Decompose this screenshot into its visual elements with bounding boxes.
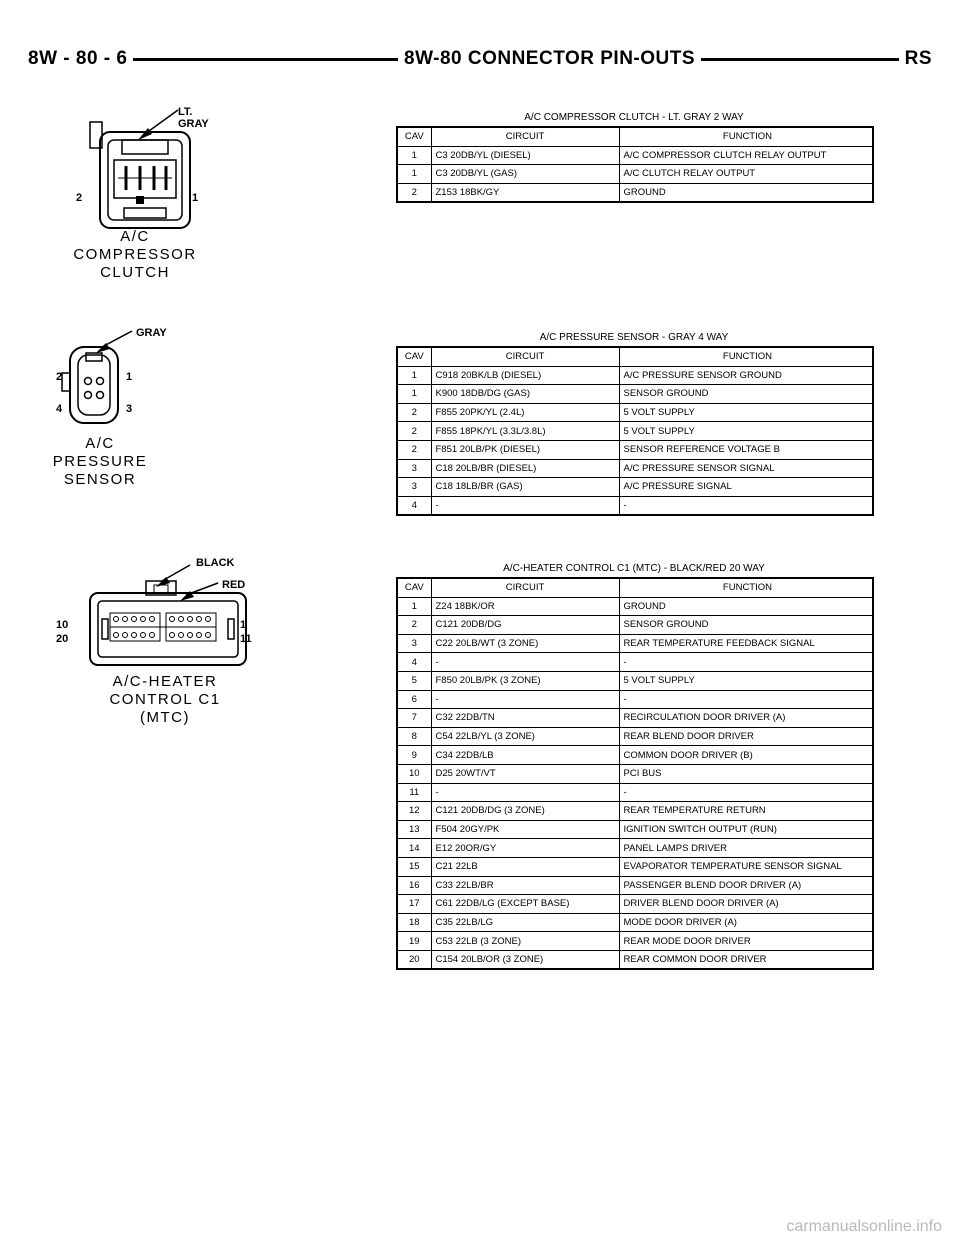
cav-cell: 2 [397, 440, 431, 459]
function-cell: PANEL LAMPS DRIVER [619, 839, 873, 858]
heater-control-pin-label: 20 [56, 633, 69, 645]
heater-control-color-label-black: BLACK [196, 557, 235, 569]
compressor-clutch-color-label: LT. GRAY [178, 106, 209, 130]
cav-cell: 2 [397, 422, 431, 441]
table-row [397, 820, 873, 839]
page-number: 8W - 80 - 6 [28, 44, 133, 74]
function-cell: A/C COMPRESSOR CLUTCH RELAY OUTPUT [619, 146, 873, 165]
cav-cell: 1 [397, 165, 431, 184]
circuit-cell: C22 20LB/WT (3 ZONE) [431, 634, 619, 653]
table-row [397, 895, 873, 914]
pressure-sensor-connector-icon [50, 325, 180, 435]
connector-table-compressor-clutch [396, 110, 872, 203]
pinout-table [396, 126, 874, 203]
cav-cell: 14 [397, 839, 431, 858]
cav-cell: 2 [397, 403, 431, 422]
circuit-cell: - [431, 653, 619, 672]
function-cell: A/C PRESSURE SIGNAL [619, 478, 873, 497]
table-row [397, 913, 873, 932]
cav-cell: 4 [397, 496, 431, 515]
cav-cell: 18 [397, 913, 431, 932]
table-header-row [397, 578, 873, 597]
function-cell: - [619, 783, 873, 802]
circuit-cell: - [431, 690, 619, 709]
circuit-cell: C21 22LB [431, 857, 619, 876]
function-cell: REAR COMMON DOOR DRIVER [619, 950, 873, 969]
cav-cell: 1 [397, 366, 431, 385]
col-header-circuit: CIRCUIT [431, 578, 619, 597]
heater-control-connector-icon [50, 555, 260, 670]
circuit-cell: - [431, 783, 619, 802]
cav-cell: 20 [397, 950, 431, 969]
function-cell: REAR TEMPERATURE RETURN [619, 802, 873, 821]
pressure-sensor-pin-label: 4 [56, 403, 63, 415]
cav-cell: 15 [397, 857, 431, 876]
page-title: 8W-80 CONNECTOR PIN-OUTS [398, 44, 701, 74]
table-row [397, 403, 873, 422]
table-header-row [397, 347, 873, 366]
section-code: RS [899, 44, 932, 74]
table-row [397, 932, 873, 951]
cav-cell: 12 [397, 802, 431, 821]
circuit-cell: - [431, 496, 619, 515]
pressure-sensor-pin-label: 3 [126, 403, 133, 415]
function-cell: 5 VOLT SUPPLY [619, 403, 873, 422]
table-row [397, 478, 873, 497]
cav-cell: 3 [397, 459, 431, 478]
cav-cell: 17 [397, 895, 431, 914]
table-row [397, 671, 873, 690]
cav-cell: 16 [397, 876, 431, 895]
function-cell: EVAPORATOR TEMPERATURE SENSOR SIGNAL [619, 857, 873, 876]
heater-control-color-label-red: RED [222, 579, 246, 591]
heater-control-pin-label: 10 [56, 619, 69, 631]
cav-cell: 2 [397, 616, 431, 635]
connector-table-heater-control [396, 561, 872, 970]
table-row [397, 746, 873, 765]
circuit-cell: C918 20BK/LB (DIESEL) [431, 366, 619, 385]
col-header-cav: CAV [397, 127, 431, 146]
function-cell: A/C PRESSURE SENSOR GROUND [619, 366, 873, 385]
table-row [397, 857, 873, 876]
cav-cell: 3 [397, 634, 431, 653]
cav-cell: 4 [397, 653, 431, 672]
cav-cell: 3 [397, 478, 431, 497]
heater-control-label: A/C-HEATER CONTROL C1 (MTC) [109, 673, 221, 726]
connector-table-pressure-sensor [396, 330, 872, 516]
table-row [397, 950, 873, 969]
table-row [397, 690, 873, 709]
circuit-cell: Z153 18BK/GY [431, 183, 619, 202]
function-cell: PASSENGER BLEND DOOR DRIVER (A) [619, 876, 873, 895]
cav-cell: 1 [397, 385, 431, 404]
compressor-clutch-pin-label: 1 [192, 192, 199, 204]
circuit-cell: K900 18DB/DG (GAS) [431, 385, 619, 404]
circuit-cell: F504 20GY/PK [431, 820, 619, 839]
function-cell: REAR BLEND DOOR DRIVER [619, 727, 873, 746]
table-row [397, 783, 873, 802]
cav-cell: 9 [397, 746, 431, 765]
circuit-cell: F855 18PK/YL (3.3L/3.8L) [431, 422, 619, 441]
table-row [397, 440, 873, 459]
table-row [397, 876, 873, 895]
circuit-cell: F851 20LB/PK (DIESEL) [431, 440, 619, 459]
table-row [397, 165, 873, 184]
function-cell: COMMON DOOR DRIVER (B) [619, 746, 873, 765]
circuit-cell: C32 22DB/TN [431, 709, 619, 728]
circuit-cell: C61 22DB/LG (EXCEPT BASE) [431, 895, 619, 914]
cav-cell: 1 [397, 146, 431, 165]
table-row [397, 802, 873, 821]
circuit-cell: C33 22LB/BR [431, 876, 619, 895]
function-cell: GROUND [619, 183, 873, 202]
cav-cell: 11 [397, 783, 431, 802]
circuit-cell: F855 20PK/YL (2.4L) [431, 403, 619, 422]
circuit-cell: C53 22LB (3 ZONE) [431, 932, 619, 951]
function-cell: SENSOR GROUND [619, 616, 873, 635]
function-cell: DRIVER BLEND DOOR DRIVER (A) [619, 895, 873, 914]
table-header-row [397, 127, 873, 146]
function-cell: PCI BUS [619, 764, 873, 783]
col-header-function: FUNCTION [619, 578, 873, 597]
table-row [397, 653, 873, 672]
circuit-cell: C3 20DB/YL (DIESEL) [431, 146, 619, 165]
heater-control-diagram [50, 555, 260, 735]
table-row [397, 634, 873, 653]
cav-cell: 1 [397, 597, 431, 616]
function-cell: A/C CLUTCH RELAY OUTPUT [619, 165, 873, 184]
connector-title: A/C PRESSURE SENSOR - GRAY 4 WAY [539, 332, 729, 343]
function-cell: 5 VOLT SUPPLY [619, 422, 873, 441]
page-header [28, 44, 932, 74]
function-cell: SENSOR REFERENCE VOLTAGE B [619, 440, 873, 459]
function-cell: GROUND [619, 597, 873, 616]
table-row [397, 366, 873, 385]
function-cell: REAR MODE DOOR DRIVER [619, 932, 873, 951]
circuit-cell: F850 20LB/PK (3 ZONE) [431, 671, 619, 690]
cav-cell: 10 [397, 764, 431, 783]
function-cell: - [619, 690, 873, 709]
circuit-cell: C121 20DB/DG [431, 616, 619, 635]
circuit-cell: D25 20WT/VT [431, 764, 619, 783]
circuit-cell: C34 22DB/LB [431, 746, 619, 765]
pressure-sensor-diagram [50, 325, 180, 495]
cav-cell: 2 [397, 183, 431, 202]
col-header-function: FUNCTION [619, 347, 873, 366]
function-cell: RECIRCULATION DOOR DRIVER (A) [619, 709, 873, 728]
pressure-sensor-pin-label: 2 [56, 371, 63, 383]
pinout-table [396, 577, 874, 970]
compressor-clutch-pin-label: 2 [76, 192, 83, 204]
table-row [397, 459, 873, 478]
heater-control-pin-label: 1 [240, 619, 247, 631]
cav-cell: 19 [397, 932, 431, 951]
cav-cell: 7 [397, 709, 431, 728]
table-row [397, 616, 873, 635]
function-cell: 5 VOLT SUPPLY [619, 671, 873, 690]
table-row [397, 422, 873, 441]
circuit-cell: C3 20DB/YL (GAS) [431, 165, 619, 184]
pinout-table [396, 346, 874, 516]
circuit-cell: C18 18LB/BR (GAS) [431, 478, 619, 497]
table-row [397, 183, 873, 202]
col-header-circuit: CIRCUIT [431, 347, 619, 366]
cav-cell: 8 [397, 727, 431, 746]
table-row [397, 727, 873, 746]
watermark: carmanualsonline.info [786, 1218, 942, 1235]
connector-title: A/C COMPRESSOR CLUTCH - LT. GRAY 2 WAY [524, 112, 744, 123]
col-header-circuit: CIRCUIT [431, 127, 619, 146]
function-cell: REAR TEMPERATURE FEEDBACK SIGNAL [619, 634, 873, 653]
compressor-clutch-diagram [60, 100, 210, 290]
connector-title: A/C-HEATER CONTROL C1 (MTC) - BLACK/RED 20 WAY [503, 563, 765, 574]
circuit-cell: C121 20DB/DG (3 ZONE) [431, 802, 619, 821]
function-cell: - [619, 496, 873, 515]
circuit-cell: C154 20LB/OR (3 ZONE) [431, 950, 619, 969]
function-cell: SENSOR GROUND [619, 385, 873, 404]
circuit-cell: C35 22LB/LG [431, 913, 619, 932]
circuit-cell: C54 22LB/YL (3 ZONE) [431, 727, 619, 746]
cav-cell: 5 [397, 671, 431, 690]
table-row [397, 709, 873, 728]
circuit-cell: C18 20LB/BR (DIESEL) [431, 459, 619, 478]
function-cell: - [619, 653, 873, 672]
compressor-clutch-label: A/C COMPRESSOR CLUTCH [73, 228, 197, 281]
table-row [397, 597, 873, 616]
heater-control-pin-label: 11 [240, 633, 252, 645]
table-row [397, 385, 873, 404]
circuit-cell: E12 20OR/GY [431, 839, 619, 858]
function-cell: A/C PRESSURE SENSOR SIGNAL [619, 459, 873, 478]
table-row [397, 764, 873, 783]
col-header-function: FUNCTION [619, 127, 873, 146]
function-cell: MODE DOOR DRIVER (A) [619, 913, 873, 932]
table-row [397, 146, 873, 165]
col-header-cav: CAV [397, 347, 431, 366]
table-row [397, 496, 873, 515]
cav-cell: 13 [397, 820, 431, 839]
col-header-cav: CAV [397, 578, 431, 597]
circuit-cell: Z24 18BK/OR [431, 597, 619, 616]
pressure-sensor-pin-label: 1 [126, 371, 133, 383]
pressure-sensor-color-label: GRAY [136, 327, 167, 339]
cav-cell: 6 [397, 690, 431, 709]
table-row [397, 839, 873, 858]
function-cell: IGNITION SWITCH OUTPUT (RUN) [619, 820, 873, 839]
pressure-sensor-label: A/C PRESSURE SENSOR [52, 435, 148, 488]
